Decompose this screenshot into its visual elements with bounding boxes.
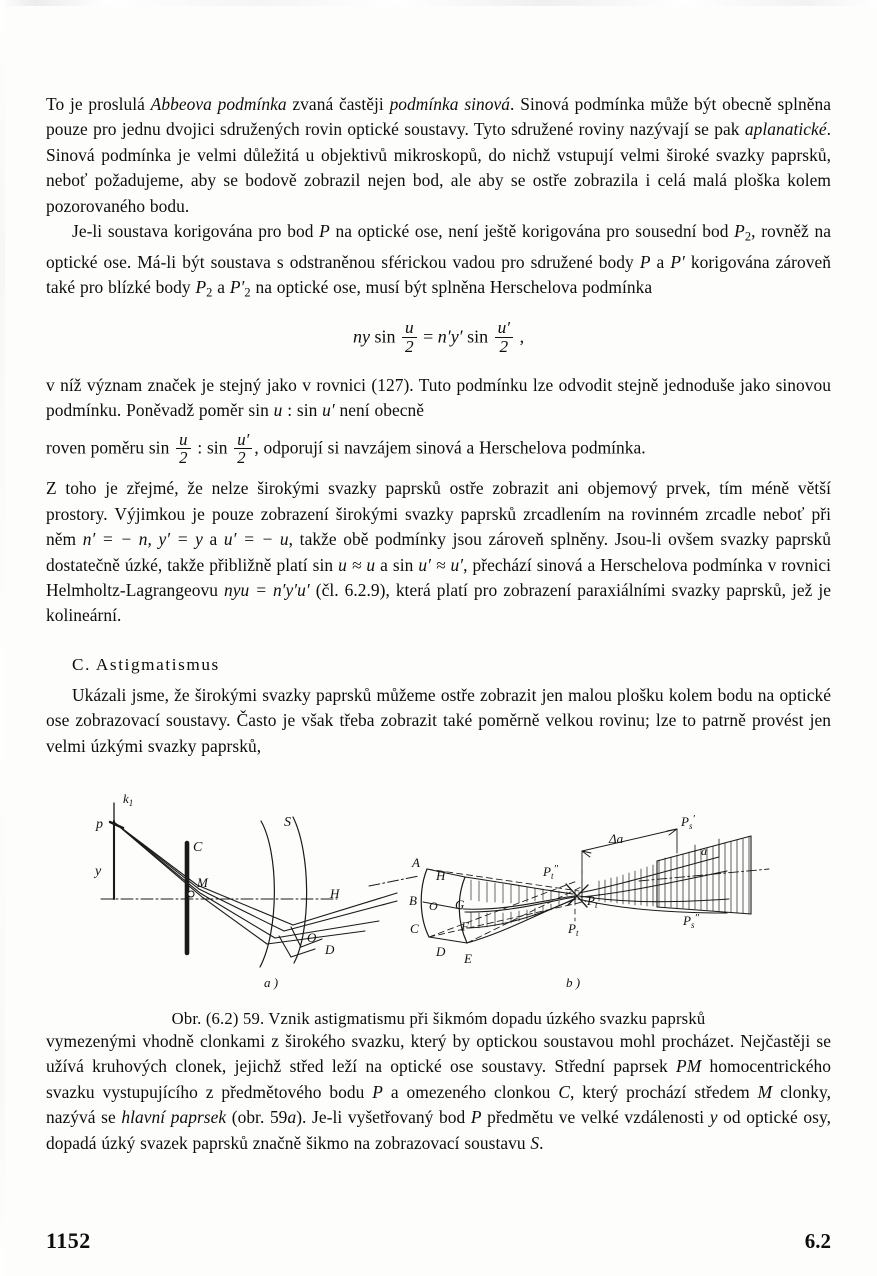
figure-b-label-Ps-prime: $P_s'$ bbox=[680, 813, 695, 832]
scan-edge-top bbox=[0, 0, 877, 6]
figure-b-label-D: D bbox=[435, 944, 445, 960]
text-run: , přechází sinová a Herschelova podmínka v rovnici Helmholtz-Lagrangeovu bbox=[46, 554, 832, 600]
figure-59-drawing bbox=[79, 781, 799, 996]
paragraph-abbe-condition bbox=[46, 92, 831, 219]
term-aplanaticke: aplanatické bbox=[744, 119, 827, 140]
equation-lhs-denominator: 2 bbox=[402, 337, 417, 356]
text-run: ). Je-li vyšetřovaný bod bbox=[296, 1107, 471, 1128]
figure-b-label-F: F bbox=[460, 919, 469, 935]
equation-rhs-fraction bbox=[495, 319, 513, 355]
paragraph-herschel-intro bbox=[46, 219, 831, 306]
math-C: C bbox=[558, 1081, 570, 1102]
inline-fraction-denominator: 2 bbox=[234, 448, 252, 466]
text-run: To je proslulá bbox=[46, 94, 151, 114]
text-run: (obr. 59 bbox=[226, 1107, 288, 1128]
math-P2b-subscript: 2 bbox=[206, 285, 213, 300]
math-u: u bbox=[273, 399, 283, 420]
text-run: a sin bbox=[375, 554, 419, 575]
text-run: Je-li soustava korigována pro bod bbox=[72, 221, 320, 242]
figure-b-label-G: G bbox=[454, 897, 464, 913]
text-run: a bbox=[202, 529, 224, 550]
text-run: a bbox=[212, 277, 230, 298]
figure-a-label-S: S bbox=[283, 815, 291, 831]
term-podminka-sinova: podmínka sinová bbox=[389, 94, 511, 114]
math-P: P bbox=[319, 221, 330, 242]
figure-b-label-E: E bbox=[463, 951, 472, 967]
equation-rhs-denominator: 2 bbox=[495, 337, 513, 356]
text-run: zvaná častěji bbox=[286, 94, 390, 114]
figure-b-label-A: A bbox=[411, 855, 420, 871]
equation-rhs-coefficient: n′y′ bbox=[437, 326, 463, 347]
math-y: y bbox=[709, 1107, 718, 1128]
paragraph-chief-ray bbox=[46, 1029, 831, 1156]
section-heading-astigmatismus: C. Astigmatismus bbox=[72, 654, 220, 674]
scan-edge-left bbox=[0, 0, 5, 1276]
figure-a-label-P: p bbox=[95, 817, 103, 833]
term-hlavni-paprsek: hlavní paprsek bbox=[121, 1107, 227, 1128]
text-run: . bbox=[539, 1132, 544, 1153]
page-content bbox=[46, 92, 831, 1156]
text-run: . Sinová podmínka může být obecně splněna pouze pro jednu dvojici sdružených rovin optické soustavy. Tyto sdružené roviny nazývají se pak bbox=[46, 94, 831, 140]
figure-a-label-M: M bbox=[196, 875, 208, 891]
figure-b-label-O: O bbox=[428, 899, 438, 914]
figure-a-label-y: y bbox=[94, 864, 101, 880]
text-run: a omezeného clonkou bbox=[382, 1081, 559, 1102]
figure-b-label-delta-a: Δa bbox=[608, 831, 623, 847]
figure-b-label-C: C bbox=[409, 921, 419, 937]
figure-sub-label-a: a ) bbox=[263, 975, 278, 991]
figure-reference-a: a bbox=[287, 1107, 297, 1128]
page-footer bbox=[46, 1228, 831, 1254]
math-P: P bbox=[639, 251, 651, 272]
paragraph-ratio bbox=[46, 432, 831, 467]
math-helmholtz-lagrange: nyu = n′y′u′ bbox=[223, 580, 310, 600]
page-number: 1152 bbox=[46, 1228, 91, 1253]
text-run: roven poměru sin bbox=[46, 437, 175, 458]
text-run: , takže obě podmínky jsou zároveň splněny. Jsou-li ovšem svazky paprsků dostatečně úzké, takže přibližně platí sin bbox=[46, 529, 832, 575]
equation-equals: = bbox=[423, 326, 434, 347]
figure-a-label-k1: $k_1$ bbox=[122, 791, 133, 809]
text-run: na optické ose, musí být splněna Herschelova podmínka bbox=[250, 277, 653, 298]
text-run: předmětu ve velké vzdálenosti bbox=[481, 1107, 710, 1128]
paragraph-astigmatism-intro: Ukázali jsme, že širokými svazky paprsků můžeme ostře zobrazit jen malou plošku kolem bodu na optické ose zobrazovací soustavy. Často je však třeba zobrazit také poměrně velkou rovinu; lze to patrně provést jen velmi úzkými svazky paprsků, bbox=[46, 684, 831, 756]
inline-fraction-u-over-2 bbox=[176, 431, 190, 466]
math-M: M bbox=[757, 1081, 773, 1102]
figure-a-label-O: O bbox=[306, 930, 316, 946]
text-run: clonky, nazývá se bbox=[46, 1081, 831, 1128]
math-P: P bbox=[470, 1107, 482, 1128]
text-run: homocentrického svazku vystupujícího z předmětového bodu bbox=[46, 1056, 831, 1102]
text-run: v níž význam značek je stejný jako v rovnici (127). Tuto podmínku lze odvodit stejně jednoduše jako sinovou podmínku. Poněvadž poměr sin bbox=[46, 374, 831, 420]
figure-a-label-H: H bbox=[329, 886, 339, 902]
text-run: není obecně bbox=[334, 399, 425, 420]
section-number: 6.2 bbox=[804, 1229, 831, 1253]
figure-b-label-Pt: $P_t$ bbox=[567, 921, 578, 939]
figure-b-label-a: a bbox=[700, 844, 707, 859]
text-run: , odporují si navzájem sinová a Herschelova podmínka. bbox=[254, 437, 646, 458]
paragraph-significance bbox=[46, 373, 831, 424]
math-P-prime-2-subscript: 2 bbox=[244, 285, 251, 300]
text-run: . Sinová podmínka je velmi důležitá u objektivů mikroskopů, do nichž vstupují velmi široké svazky paprsků, neboť požadujeme, aby se bodově zobrazil nejen bod, ale aby se ostře zobrazila i celá malá ploška kolem pozorovaného bodu. bbox=[46, 119, 831, 216]
figure-caption: Obr. (6.2) 59. Vznik astigmatismu při šikmóm dopadu úzkého svazku paprsků bbox=[171, 1009, 706, 1029]
inline-fraction-uprime-over-2 bbox=[234, 431, 252, 466]
text-run: , rovněž na optické ose. Má-li být soustava s odstraněnou sférickou vadou pro sdružené body bbox=[46, 221, 831, 272]
text-run: a bbox=[650, 251, 671, 272]
math-P2: P bbox=[734, 221, 745, 242]
figure-sub-label-b: b ) bbox=[565, 975, 580, 991]
paragraph-conclusion bbox=[46, 476, 831, 628]
math-mirror-relations: n′ = − n, y′ = y bbox=[82, 529, 203, 550]
figure-59 bbox=[46, 781, 831, 1029]
math-P: P bbox=[372, 1081, 383, 1102]
math-u-relation: u′ = − u bbox=[223, 529, 289, 550]
equation-herschel bbox=[46, 320, 831, 356]
math-S: S bbox=[530, 1132, 540, 1153]
equation-rhs-sin: sin bbox=[467, 326, 489, 347]
figure-b-label-H: H bbox=[435, 868, 445, 884]
math-P-prime-2: P′ bbox=[229, 277, 245, 298]
figure-a-label-D: D bbox=[324, 942, 334, 958]
text-run: korigována zároveň také pro blízké body bbox=[46, 251, 831, 298]
math-P-prime: P′ bbox=[670, 251, 685, 272]
math-P2b: P bbox=[195, 277, 207, 298]
inline-fraction-numerator: u bbox=[179, 430, 188, 450]
figure-b-label-B: B bbox=[408, 893, 417, 909]
equation-lhs-sin: sin bbox=[374, 326, 396, 347]
equation-lhs-numerator: u bbox=[404, 318, 414, 338]
text-run: (čl. 6.2.9), která platí pro zobrazení paraxiálními svazky paprsků, jež je kolineární. bbox=[46, 580, 832, 626]
text-run: : sin bbox=[282, 399, 323, 420]
math-P2-subscript: 2 bbox=[744, 229, 752, 244]
math-PM: PM bbox=[676, 1056, 702, 1077]
figure-b-label-Pt-prime: $P_t'$ bbox=[586, 892, 600, 911]
math-u-prime: u′ bbox=[322, 399, 335, 420]
text-run: na optické ose, není ještě korigována pro sousední bod bbox=[329, 221, 735, 242]
term-abbeova-podminka: Abbeova podmínka bbox=[150, 94, 287, 114]
inline-fraction-numerator: u′ bbox=[237, 430, 250, 450]
text-run: : sin bbox=[192, 437, 233, 458]
equation-rhs-numerator: u′ bbox=[497, 318, 511, 338]
math-sin-approx-uprime: u′ ≈ u′ bbox=[418, 554, 464, 575]
equation-trailing-comma: , bbox=[519, 326, 525, 347]
text-run: od optické osy, dopadá úzký svazek paprsků značně šikmo na zobrazovací soustavu bbox=[46, 1107, 831, 1153]
text-run: , který prochází středem bbox=[569, 1081, 758, 1102]
math-sin-approx-u: u ≈ u bbox=[338, 554, 376, 575]
text-run: vymezenými vhodně clonkami z širokého svazku, který by optickou soustavou mohl procházet. Nejčastěji se užívá kruhových clonek, jejichž střed leží na optické ose soustavy. Střední paprsek bbox=[46, 1031, 831, 1077]
figure-a-label-C: C bbox=[192, 840, 202, 856]
equation-lhs-fraction bbox=[402, 319, 417, 355]
equation-lhs-coefficient: ny bbox=[352, 326, 370, 347]
figure-b-label-Pt-double-prime: $P_t''$ bbox=[542, 863, 558, 882]
text-run: Z toho je zřejmé, že nelze širokými svazky paprsků ostře zobrazit ani objemový prvek, tím méně větší prostory. Výjimkou je pouze zobrazení širokými svazky paprsků zrcadlením na rovinném zrcadle neboť při něm bbox=[46, 478, 831, 550]
figure-b-label-Ps-double-prime: $P_s''$ bbox=[682, 912, 699, 931]
inline-fraction-denominator: 2 bbox=[176, 448, 190, 466]
